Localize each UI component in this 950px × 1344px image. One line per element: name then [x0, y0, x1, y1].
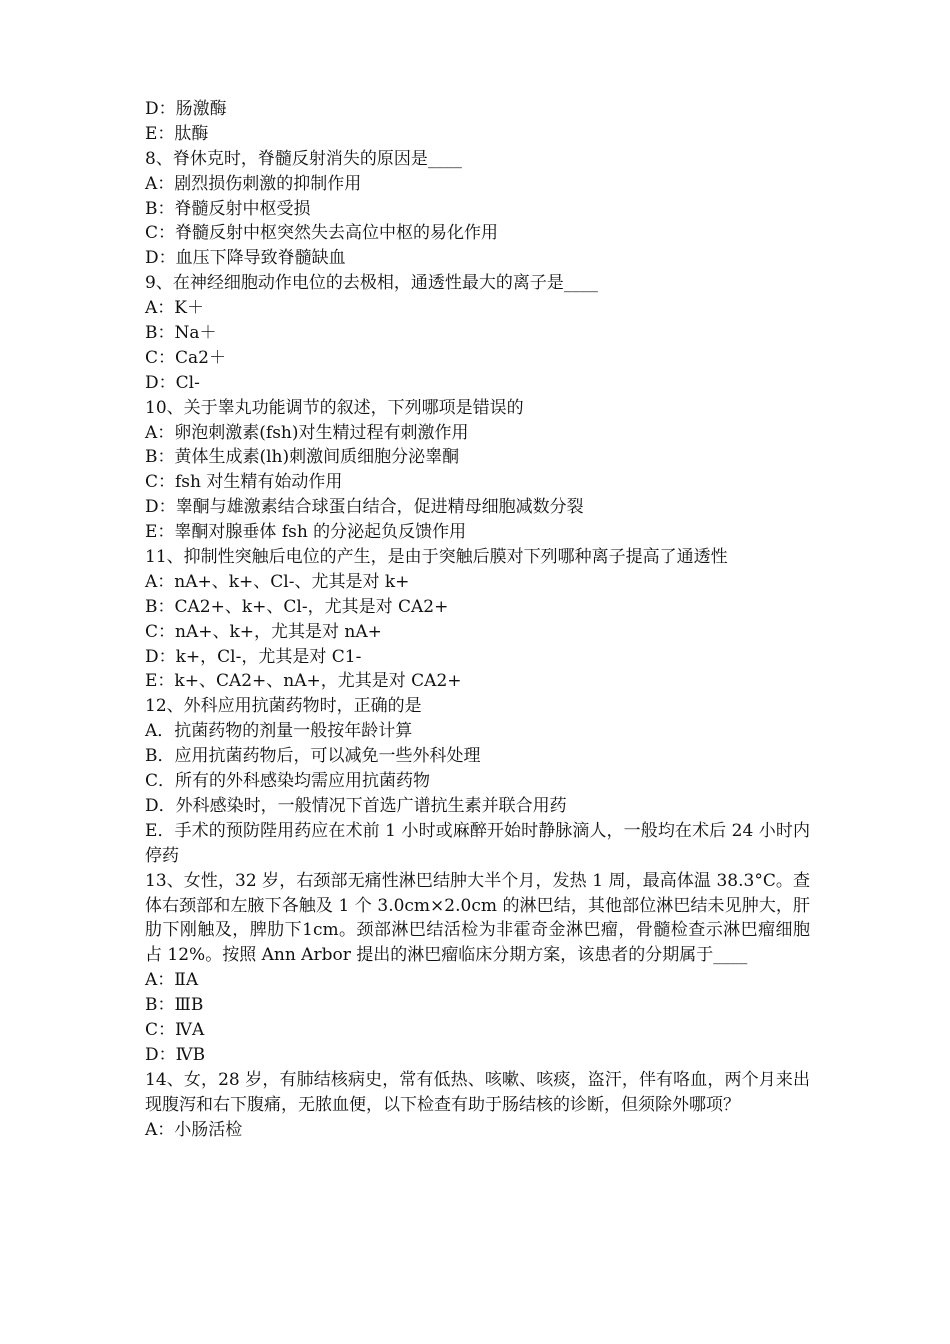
question-stem: 10、关于睾丸功能调节的叙述，下列哪项是错误的 [145, 397, 524, 418]
question-stem: 14、女，28 岁，有肺结核病史，常有低热、咳嗽、咳痰，盗汗，伴有咯血，两个月来出现腹泻和右下腹痛，无脓血便，以下检查有助于肠结核的诊断，但须除外哪项？ [145, 1069, 810, 1115]
option-line: B：CA2+、k+、Cl-，尤其是对 CA2+ [145, 596, 449, 617]
option-line: E：肽酶 [145, 123, 209, 144]
question-stem: 9、在神经细胞动作电位的去极相，通透性最大的离子是____ [145, 273, 598, 294]
option-line: E：k+、CA2+、nA+，尤其是对 CA2+ [145, 671, 462, 692]
option-paragraph: E．手术的预防陛用药应在术前 1 小时或麻醉开始时静脉滴人，一般均在术后 24 小时内停药 [145, 820, 810, 866]
option-line: A．抗菌药物的剂量一般按年龄计算 [145, 721, 413, 742]
option-line: C：fsh 对生精有始动作用 [145, 472, 343, 493]
option-line: D．外科感染时，一般情况下首选广谱抗生素并联合用药 [145, 795, 567, 816]
option-line: D：睾酮与雄激素结合球蛋白结合，促进精母细胞减数分裂 [145, 497, 584, 518]
option-line: D：k+，Cl-，尤其是对 C1- [145, 646, 362, 667]
option-line: A：卵泡刺激素(fsh)对生精过程有刺激作用 [145, 422, 469, 443]
option-line: B：ⅢB [145, 995, 204, 1016]
option-line: D：ⅣB [145, 1044, 206, 1065]
option-line: A：nA+、k+、Cl-、尤其是对 k+ [145, 571, 410, 592]
option-line: B：脊髓反射中枢受损 [145, 198, 311, 219]
option-line: C：脊髓反射中枢突然失去高位中枢的易化作用 [145, 223, 499, 244]
option-line: B：黄体生成素(lh)刺激间质细胞分泌睾酮 [145, 447, 460, 468]
option-line: B．应用抗菌药物后，可以减免一些外科处理 [145, 746, 481, 767]
option-line: A：ⅡA [145, 970, 199, 991]
option-line: C：ⅣA [145, 1020, 205, 1041]
document-page [145, 97, 810, 1143]
option-line: A：剧烈损伤刺激的抑制作用 [145, 173, 362, 194]
question-stem: 11、抑制性突触后电位的产生，是由于突触后膜对下列哪种离子提高了通透性 [145, 547, 728, 568]
option-line: D：血压下降导致脊髓缺血 [145, 248, 346, 269]
option-line: B：Na＋ [145, 323, 217, 344]
option-line: E：睾酮对腺垂体 fsh 的分泌起负反馈作用 [145, 522, 467, 543]
option-line: C：nA+、k+，尤其是对 nA+ [145, 621, 382, 642]
question-stem: 12、外科应用抗菌药物时，正确的是 [145, 696, 422, 717]
option-line: A：K＋ [145, 298, 204, 319]
option-line: C：Ca2＋ [145, 347, 226, 368]
option-line: C．所有的外科感染均需应用抗菌药物 [145, 771, 431, 792]
question-stem: 8、脊休克时，脊髓反射消失的原因是____ [145, 148, 462, 169]
option-line: D：肠激酶 [145, 99, 227, 119]
option-line: D：Cl- [145, 372, 200, 393]
question-stem: 13、女性，32 岁，右颈部无痛性淋巴结肿大半个月，发热 1 周，最高体温 38.3°C。查体右颈部和左腋下各触及 1 个 3.0cm×2.0cm 的淋巴结，其他部位淋巴结未见肿大，肝肋下刚触及，脾肋下1cm。颈部淋巴结活检为非霍奇金淋巴瘤，骨髓检查示淋巴瘤细胞占 12%。按照 Ann Arbor 提出的淋巴瘤临床分期方案，该患者的分期属于____ [145, 870, 810, 966]
option-line: A：小肠活检 [145, 1119, 243, 1140]
